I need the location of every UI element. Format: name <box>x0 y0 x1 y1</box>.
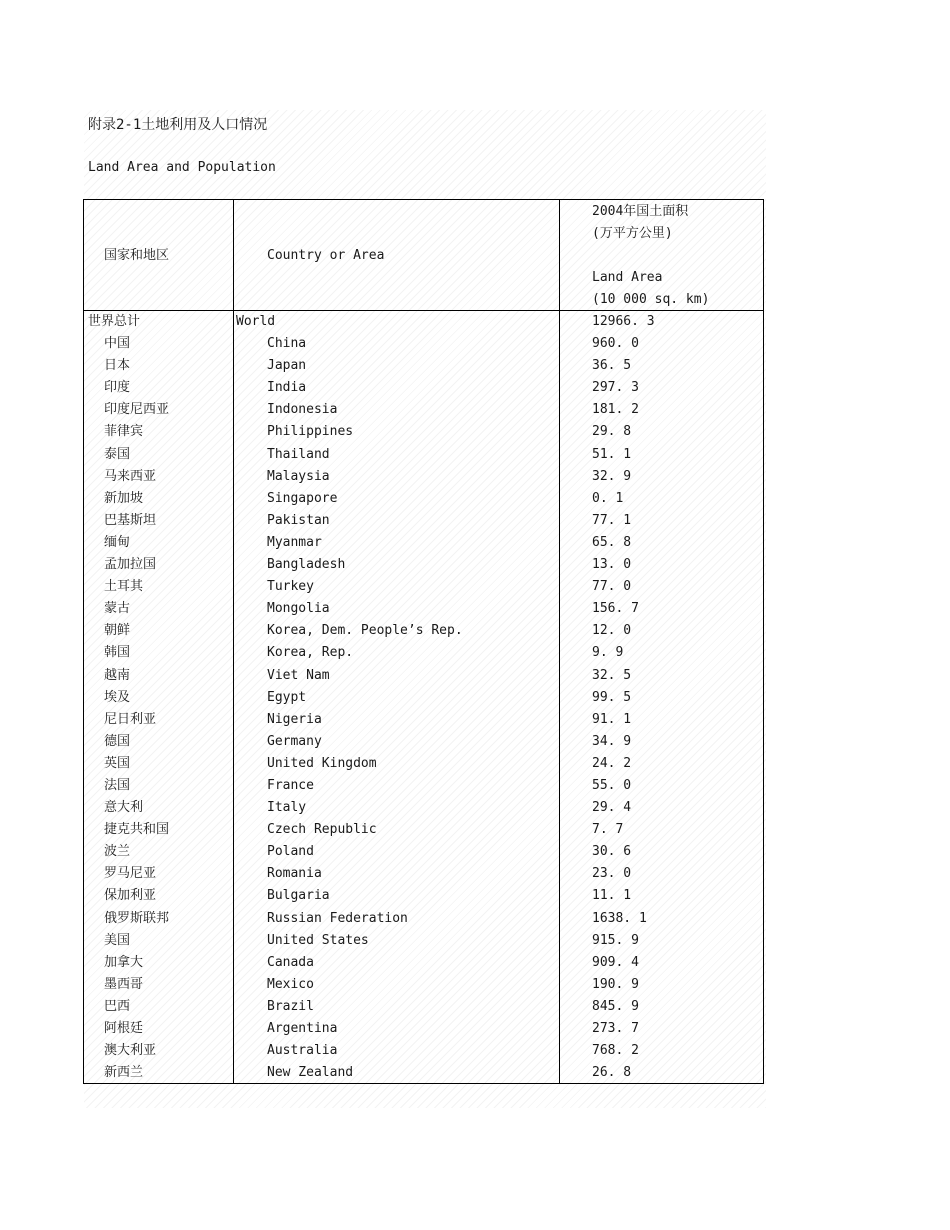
country-cn-cell: 中国 <box>104 336 131 352</box>
land-area-cell: 181. 2 <box>592 402 639 418</box>
country-en-cell: Korea, Dem. People’s Rep. <box>267 623 463 639</box>
land-area-cell: 297. 3 <box>592 380 639 396</box>
country-cn-cell: 世界总计 <box>88 314 141 329</box>
table-row <box>84 1062 763 1084</box>
table-row <box>84 974 763 996</box>
country-cn-cell: 新西兰 <box>104 1065 144 1081</box>
table-row <box>84 709 763 731</box>
land-area-cell: 51. 1 <box>592 446 632 462</box>
land-area-cell: 36. 5 <box>592 358 632 374</box>
land-area-cell: 11. 1 <box>592 888 632 904</box>
land-area-cell: 156. 7 <box>592 601 639 617</box>
land-area-cell: 768. 2 <box>592 1043 639 1059</box>
table-row <box>84 775 763 797</box>
country-en-cell: World <box>236 314 276 329</box>
land-area-cell: 26. 8 <box>592 1065 632 1081</box>
country-en-cell: Italy <box>267 800 307 816</box>
country-en-cell: Argentina <box>267 1021 338 1036</box>
country-en-cell: Egypt <box>267 689 307 705</box>
land-area-cell: 24. 2 <box>592 755 632 771</box>
table-row <box>84 797 763 819</box>
country-cn-cell: 英国 <box>104 755 131 771</box>
table-row <box>84 620 763 642</box>
header-country-cn: 国家和地区 <box>104 248 170 263</box>
table-row <box>84 399 763 421</box>
table-row <box>84 466 763 488</box>
land-area-table <box>83 199 764 1084</box>
country-en-cell: Korea, Rep. <box>267 645 354 661</box>
table-row <box>84 753 763 775</box>
country-cn-cell: 罗马尼亚 <box>104 866 157 882</box>
table-row <box>84 819 763 841</box>
table-row <box>84 333 763 355</box>
land-area-cell: 845. 9 <box>592 998 639 1014</box>
country-cn-cell: 越南 <box>104 667 131 683</box>
country-cn-cell: 朝鲜 <box>104 623 131 639</box>
table-row <box>84 355 763 377</box>
header-land-area-en: Land Area <box>592 270 663 285</box>
land-area-cell: 23. 0 <box>592 866 632 882</box>
country-en-cell: United Kingdom <box>267 755 377 771</box>
country-en-cell: Romania <box>267 866 322 882</box>
table-row <box>84 841 763 863</box>
country-en-cell: Indonesia <box>267 402 338 418</box>
country-cn-cell: 马来西亚 <box>104 468 157 484</box>
land-area-cell: 915. 9 <box>592 932 639 948</box>
country-cn-cell: 德国 <box>104 733 131 749</box>
country-en-cell: United States <box>267 932 369 948</box>
land-area-cell: 960. 0 <box>592 336 639 352</box>
table-row <box>84 665 763 687</box>
country-en-cell: Russian Federation <box>267 910 408 926</box>
country-cn-cell: 新加坡 <box>104 490 144 506</box>
country-cn-cell: 意大利 <box>104 800 144 816</box>
land-area-cell: 1638. 1 <box>592 910 647 926</box>
country-en-cell: Nigeria <box>267 711 322 727</box>
country-en-cell: Poland <box>267 844 314 860</box>
table-row <box>84 863 763 885</box>
table-row <box>84 642 763 664</box>
land-area-cell: 32. 9 <box>592 468 632 484</box>
country-cn-cell: 尼日利亚 <box>104 711 157 727</box>
country-en-cell: Czech Republic <box>267 822 377 838</box>
country-en-cell: Mongolia <box>267 601 330 617</box>
country-cn-cell: 日本 <box>104 358 131 374</box>
land-area-cell: 12966. 3 <box>592 314 655 329</box>
country-cn-cell: 捷克共和国 <box>104 822 170 838</box>
land-area-cell: 13. 0 <box>592 557 632 573</box>
table-row <box>84 930 763 952</box>
table-row <box>84 731 763 753</box>
land-area-cell: 909. 4 <box>592 954 639 970</box>
country-cn-cell: 孟加拉国 <box>104 557 157 573</box>
table-row <box>84 687 763 709</box>
table-row <box>84 576 763 598</box>
country-cn-cell: 巴西 <box>104 998 131 1014</box>
country-en-cell: Mexico <box>267 976 314 992</box>
land-area-cell: 0. 1 <box>592 490 624 506</box>
country-cn-cell: 美国 <box>104 932 131 948</box>
land-area-cell: 55. 0 <box>592 777 632 793</box>
table-row <box>84 996 763 1018</box>
country-en-cell: Bulgaria <box>267 888 330 904</box>
table-row <box>84 532 763 554</box>
country-cn-cell: 蒙古 <box>104 601 131 617</box>
table-row <box>84 598 763 620</box>
table-row <box>84 1040 763 1062</box>
table-row <box>84 444 763 466</box>
country-en-cell: Philippines <box>267 424 354 440</box>
land-area-cell: 273. 7 <box>592 1021 639 1036</box>
country-en-cell: India <box>267 380 307 396</box>
country-en-cell: Singapore <box>267 490 338 506</box>
country-cn-cell: 阿根廷 <box>104 1021 144 1036</box>
country-en-cell: Australia <box>267 1043 338 1059</box>
land-area-cell: 77. 0 <box>592 579 632 595</box>
header-land-area-unit-en: (10 000 sq. km) <box>592 292 710 307</box>
table-row <box>84 952 763 974</box>
country-en-cell: Germany <box>267 733 322 749</box>
country-cn-cell: 埃及 <box>104 689 131 705</box>
country-cn-cell: 保加利亚 <box>104 888 157 904</box>
land-area-cell: 65. 8 <box>592 534 632 550</box>
table-row <box>84 421 763 443</box>
country-en-cell: Brazil <box>267 998 314 1014</box>
country-cn-cell: 土耳其 <box>104 579 144 595</box>
country-en-cell: Turkey <box>267 579 314 595</box>
land-area-cell: 77. 1 <box>592 512 632 528</box>
land-area-cell: 29. 8 <box>592 424 632 440</box>
table-row <box>84 1018 763 1040</box>
table-row <box>84 488 763 510</box>
page-title-cn: 附录2-1土地利用及人口情况 <box>88 117 268 133</box>
country-cn-cell: 缅甸 <box>104 534 131 550</box>
land-area-cell: 32. 5 <box>592 667 632 683</box>
land-area-cell: 99. 5 <box>592 689 632 705</box>
country-en-cell: Pakistan <box>267 512 330 528</box>
table-row <box>84 377 763 399</box>
land-area-cell: 34. 9 <box>592 733 632 749</box>
country-cn-cell: 澳大利亚 <box>104 1043 157 1059</box>
country-en-cell: Thailand <box>267 446 330 462</box>
page-title-en: Land Area and Population <box>88 160 276 175</box>
land-area-cell: 91. 1 <box>592 711 632 727</box>
country-en-cell: Canada <box>267 954 314 970</box>
land-area-cell: 12. 0 <box>592 623 632 639</box>
table-row <box>84 554 763 576</box>
country-en-cell: Japan <box>267 358 307 374</box>
country-cn-cell: 泰国 <box>104 446 131 462</box>
header-land-area-cn: 2004年国土面积 <box>592 204 689 219</box>
land-area-cell: 30. 6 <box>592 844 632 860</box>
country-cn-cell: 俄罗斯联邦 <box>104 910 170 926</box>
country-cn-cell: 菲律宾 <box>104 424 144 440</box>
land-area-cell: 190. 9 <box>592 976 639 992</box>
header-country-en: Country or Area <box>267 248 385 263</box>
country-cn-cell: 巴基斯坦 <box>104 512 157 528</box>
country-en-cell: Malaysia <box>267 468 330 484</box>
country-en-cell: Bangladesh <box>267 557 346 573</box>
country-cn-cell: 印度尼西亚 <box>104 402 170 418</box>
country-en-cell: Viet Nam <box>267 667 330 683</box>
country-cn-cell: 法国 <box>104 777 131 793</box>
country-en-cell: France <box>267 777 314 793</box>
country-cn-cell: 波兰 <box>104 844 131 860</box>
header-land-area <box>592 201 709 311</box>
country-cn-cell: 加拿大 <box>104 954 144 970</box>
country-en-cell: China <box>267 336 307 352</box>
country-cn-cell: 韩国 <box>104 645 131 661</box>
country-cn-cell: 印度 <box>104 380 131 396</box>
land-area-cell: 9. 9 <box>592 645 624 661</box>
country-en-cell: Myanmar <box>267 534 322 550</box>
country-en-cell: New Zealand <box>267 1065 354 1081</box>
land-area-cell: 29. 4 <box>592 800 632 816</box>
header-land-area-unit-cn: (万平方公里) <box>592 226 673 241</box>
table-row <box>84 908 763 930</box>
country-cn-cell: 墨西哥 <box>104 976 144 992</box>
land-area-cell: 7. 7 <box>592 822 624 838</box>
table-row <box>84 311 763 333</box>
table-body <box>84 311 763 1084</box>
table-row <box>84 885 763 907</box>
table-row <box>84 510 763 532</box>
